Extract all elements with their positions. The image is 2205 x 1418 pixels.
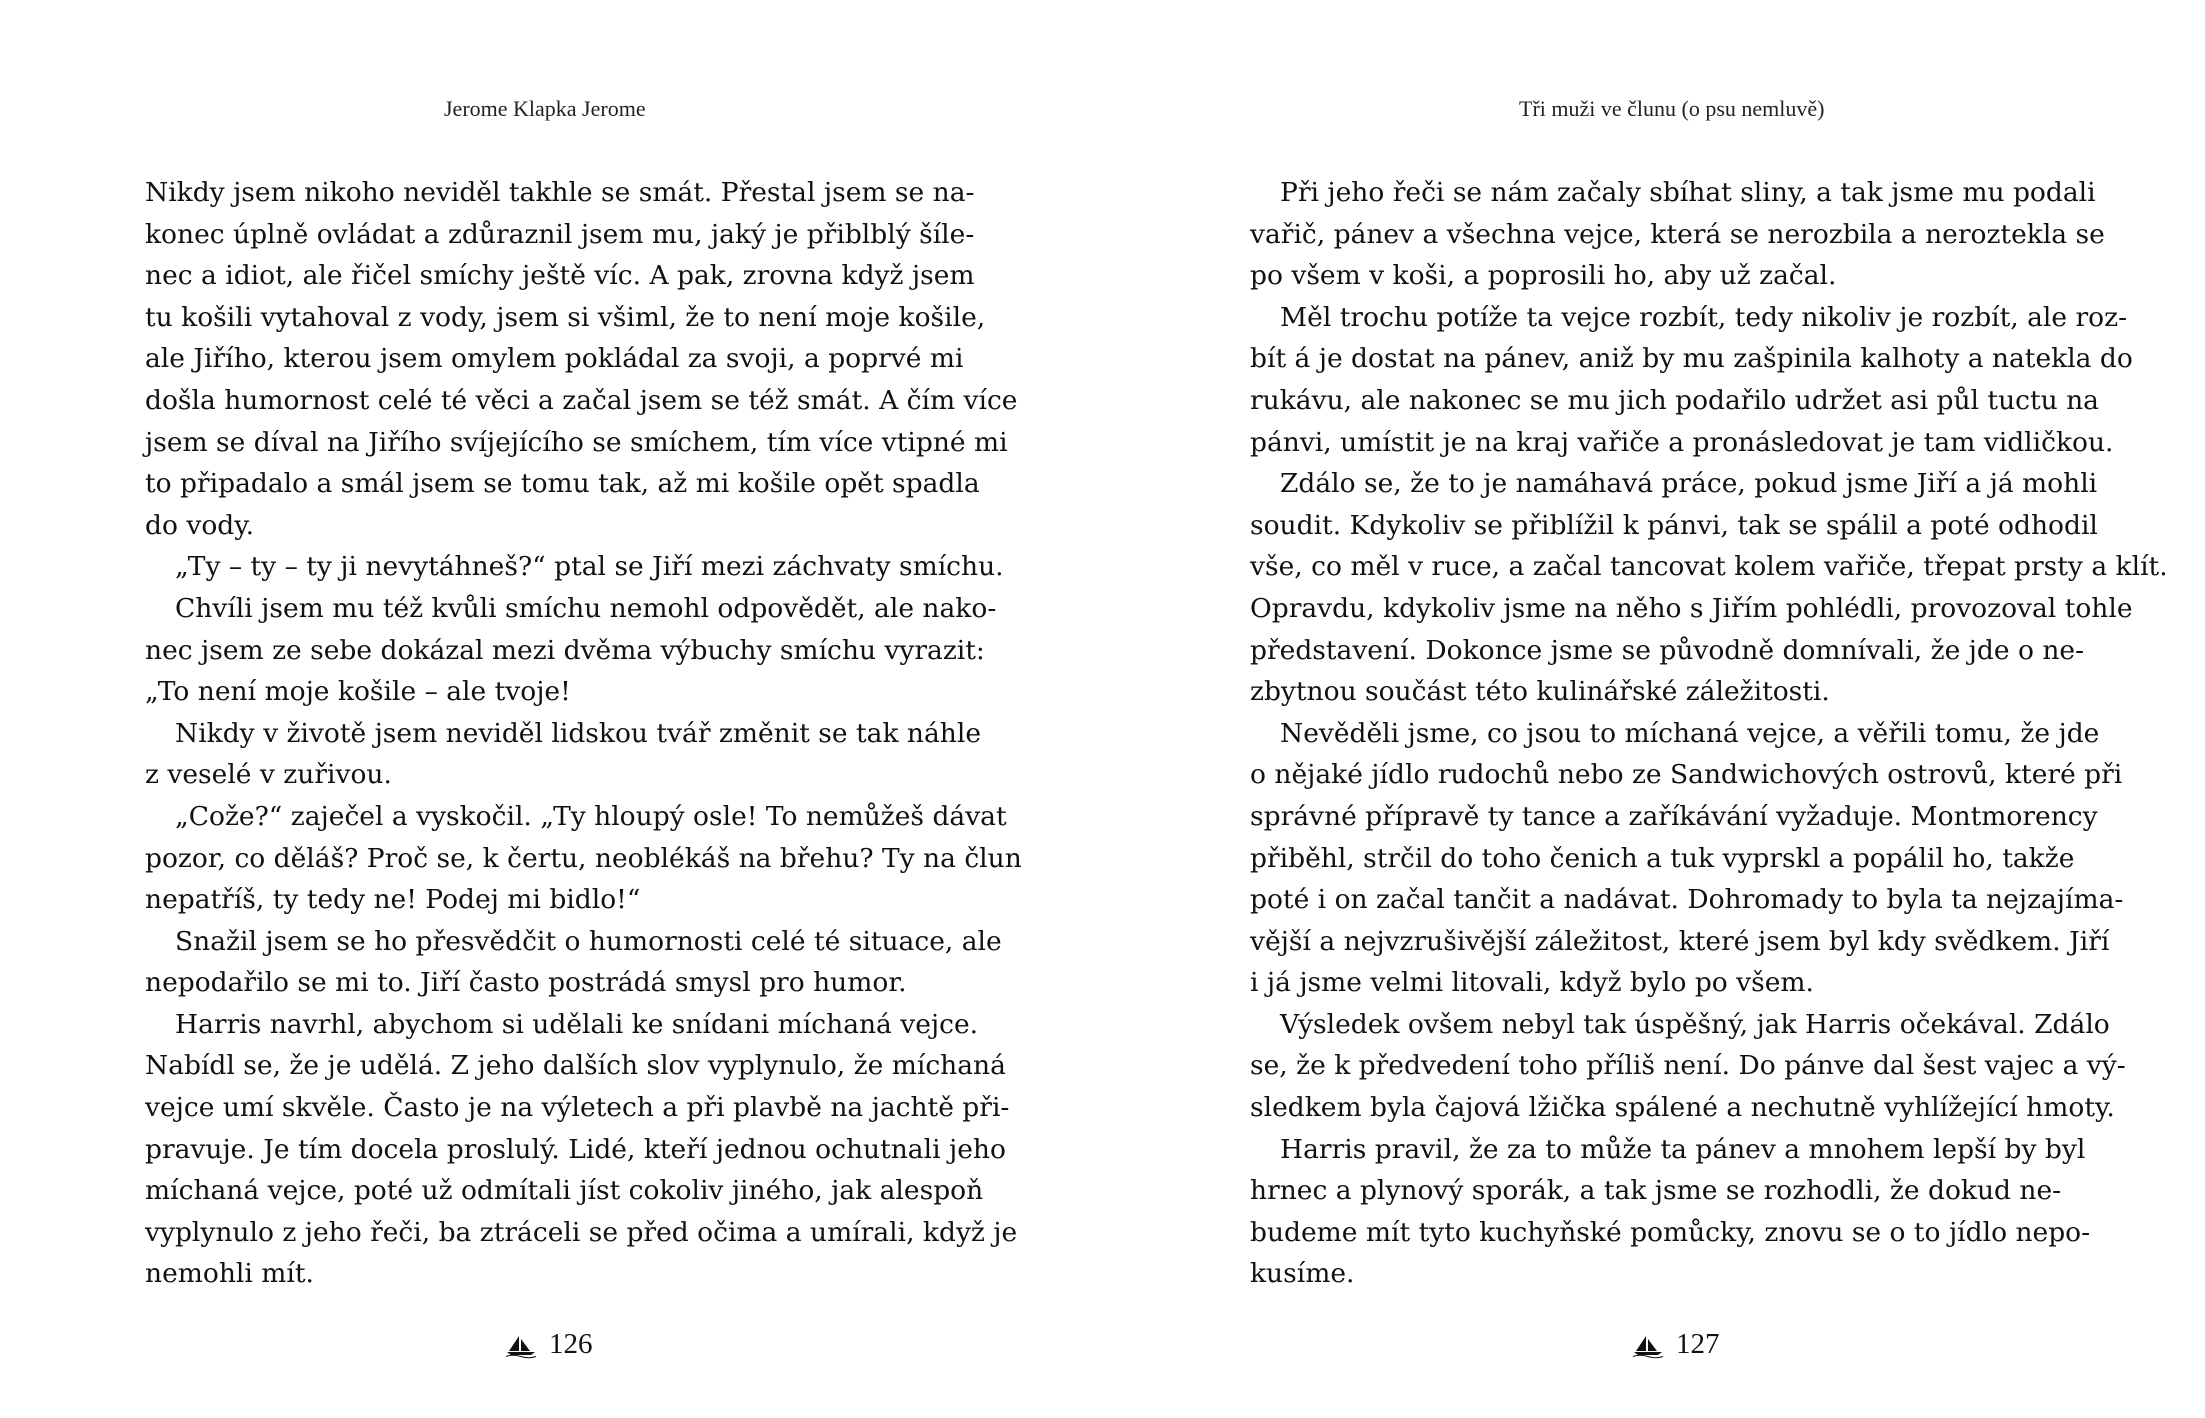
right-page: [1102, 0, 2204, 1418]
text-line: jsem se díval na Jiřího svíjejícího se smíchem, tím více vtipné mi: [145, 426, 1008, 458]
text-line: Při jeho řeči se nám začaly sbíhat sliny, a tak jsme mu podali: [1280, 177, 2096, 208]
text-line: bít á je dostat na pánev, aniž by mu zašpinila kalhoty a natekla do: [1250, 343, 2133, 375]
text-line: Nikdy jsem nikoho neviděl takhle se smát. Přestal jsem se na-: [145, 177, 975, 208]
text-line: poté i on začal tančit a nadávat. Dohromady to byla ta nejzajíma-: [1250, 884, 2124, 916]
running-head: Tři muži ve člunu (o psu nemluvě): [1519, 96, 1825, 121]
text-line: hrnec a plynový sporák, a tak jsme se rozhodli, že dokud ne-: [1250, 1175, 2062, 1207]
text-line: nepodařilo se mi to. Jiří často postrádá smysl pro humor.: [145, 967, 907, 999]
text-line: míchaná vejce, poté už odmítali jíst cokoliv jiného, jak alespoň: [145, 1175, 984, 1207]
text-line: do vody.: [145, 509, 255, 541]
text-line: „Cože?“ zaječel a vyskočil. „Ty hloupý osle! To nemůžeš dávat: [175, 800, 1007, 832]
text-line: vejce umí skvěle. Často je na výletech a při plavbě na jachtě při-: [145, 1092, 1010, 1124]
body-text: [1250, 172, 2168, 1295]
text-line: nepatříš, ty tedy ne! Podej mi bidlo!“: [145, 884, 641, 916]
body-text: [145, 172, 1022, 1295]
text-line: sledkem byla čajová lžička spálené a nechutně vyhlížející hmoty.: [1250, 1092, 2115, 1124]
text-line: budeme mít tyto kuchyňské pomůcky, znovu se o to jídlo nepo-: [1250, 1216, 2091, 1248]
text-line: Výsledek ovšem nebyl tak úspěšný, jak Harris očekával. Zdálo: [1280, 1008, 2110, 1040]
text-line: představení. Dokonce jsme se původně domnívali, že jde o ne-: [1250, 634, 2085, 666]
text-line: i já jsme velmi litovali, když bylo po všem.: [1250, 967, 1814, 999]
ship-icon: [505, 1333, 537, 1357]
page-footer: [1632, 1328, 1720, 1361]
text-line: přiběhl, strčil do toho čenich a tuk vyprskl a popálil ho, takže: [1250, 842, 2075, 874]
running-head: Jerome Klapka Jerome: [444, 96, 646, 121]
text-line: po všem v koši, a poprosili ho, aby už začal.: [1250, 260, 1837, 292]
text-line: zbytnou součást této kulinářské záležitosti.: [1250, 676, 1830, 708]
text-line: pánvi, umístit je na kraj vařiče a pronásledovat je tam vidličkou.: [1250, 426, 2114, 458]
text-line: nemohli mít.: [145, 1258, 314, 1290]
text-line: vše, co měl v ruce, a začal tancovat kolem vařiče, třepat prsty a klít.: [1250, 551, 2168, 583]
text-line: se, že k předvedení toho příliš není. Do pánve dal šest vajec a vý-: [1250, 1050, 2126, 1082]
text-line: došla humornost celé té věci a začal jsem se též smát. A čím více: [145, 384, 1018, 416]
left-page: [0, 0, 1102, 1418]
text-line: Měl trochu potíže ta vejce rozbít, tedy nikoliv je rozbít, ale roz-: [1280, 301, 2128, 333]
text-line: správné přípravě ty tance a zaříkávání vyžaduje. Montmorency: [1250, 800, 2098, 832]
text-line: kusíme.: [1250, 1258, 1355, 1290]
text-line: Harris navrhl, abychom si udělali ke snídani míchaná vejce.: [175, 1008, 979, 1040]
text-line: rukávu, ale nakonec se mu jich podařilo udržet asi půl tuctu na: [1250, 384, 2099, 416]
text-line: pozor, co děláš? Proč se, k čertu, neoblékáš na břehu? Ty na člun: [145, 842, 1022, 874]
text-line: soudit. Kdykoliv se přiblížil k pánvi, tak se spálil a poté odhodil: [1250, 509, 2098, 541]
text-line: „Ty – ty – ty ji nevytáhneš?“ ptal se Jiří mezi záchvaty smíchu.: [175, 551, 1004, 583]
text-line: Snažil jsem se ho přesvědčit o humornosti celé té situace, ale: [175, 925, 1002, 957]
page-footer: [505, 1328, 593, 1361]
text-line: vyplynulo z jeho řeči, ba ztráceli se před očima a umírali, když je: [145, 1216, 1018, 1248]
text-line: Zdálo se, že to je namáhavá práce, pokud jsme Jiří a já mohli: [1280, 468, 2098, 500]
text-line: Nabídl se, že je udělá. Z jeho dalších slov vyplynulo, že míchaná: [145, 1050, 1006, 1082]
text-line: vařič, pánev a všechna vejce, která se nerozbila a neroztekla se: [1250, 218, 2105, 250]
text-line: konec úplně ovládat a zdůraznil jsem mu, jaký je přiblblý šíle-: [145, 218, 975, 250]
page-number: 126: [549, 1328, 593, 1360]
page-number: 127: [1676, 1328, 1720, 1360]
text-line: tu košili vytahoval z vody, jsem si všiml, že to není moje košile,: [145, 301, 986, 333]
text-line: o nějaké jídlo rudochů nebo ze Sandwichových ostrovů, které při: [1250, 759, 2123, 791]
text-line: Opravdu, kdykoliv jsme na něho s Jiřím pohlédli, provozoval tohle: [1250, 592, 2133, 624]
text-line: z veselé v zuřivou.: [145, 759, 392, 791]
text-line: Nikdy v životě jsem neviděl lidskou tvář změnit se tak náhle: [175, 717, 982, 749]
text-line: to připadalo a smál jsem se tomu tak, až mi košile opět spadla: [145, 468, 980, 500]
text-line: nec jsem ze sebe dokázal mezi dvěma výbuchy smíchu vyrazit:: [145, 634, 985, 666]
text-line: pravuje. Je tím docela proslulý. Lidé, kteří jednou ochutnali jeho: [145, 1133, 1006, 1165]
text-line: ale Jiřího, kterou jsem omylem pokládal za svoji, a poprvé mi: [145, 343, 964, 375]
text-line: Nevěděli jsme, co jsou to míchaná vejce, a věřili tomu, že jde: [1280, 717, 2100, 749]
text-line: „To není moje košile – ale tvoje!: [145, 676, 571, 708]
text-line: Chvíli jsem mu též kvůli smíchu nemohl odpovědět, ale nako-: [175, 592, 997, 624]
ship-icon: [1632, 1333, 1664, 1357]
text-line: nec a idiot, ale řičel smíchy ještě víc. A pak, zrovna když jsem: [145, 260, 975, 292]
text-line: Harris pravil, že za to může ta pánev a mnohem lepší by byl: [1280, 1133, 2086, 1165]
text-line: vější a nejvzrušivější záležitost, které jsem byl kdy svědkem. Jiří: [1250, 925, 2110, 957]
